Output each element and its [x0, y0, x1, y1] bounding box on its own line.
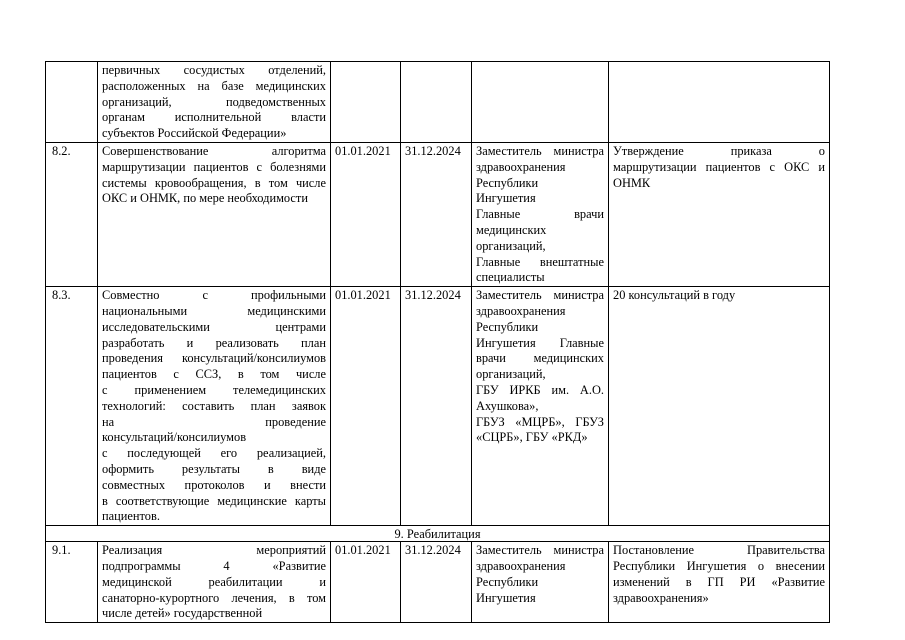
cell-line: с последующей его реализацией,	[102, 446, 326, 461]
measure-description-cell	[98, 542, 331, 623]
cell-line: Республики	[476, 175, 539, 190]
measure-description-cell	[98, 62, 331, 143]
result-cell	[609, 62, 830, 143]
end-date-cell	[401, 142, 472, 286]
cell-line: системы кровообращения, в том числе	[102, 175, 326, 190]
cell-line: проведения консультаций/консилиумов	[102, 351, 326, 366]
cell-line: здравоохранения»	[613, 590, 709, 605]
cell-line: Совершенствование алгоритма	[102, 143, 326, 158]
cell-line: Заместитель министра	[476, 288, 604, 303]
cell-line: организаций,	[476, 367, 546, 382]
cell-line: Главные внештатные	[476, 254, 604, 269]
measures-table	[45, 61, 830, 623]
cell-line: медицинских	[476, 222, 547, 237]
cell-line: Республики Ингушетия о внесении	[613, 558, 825, 573]
cell-line: Постановление Правительства	[613, 543, 825, 558]
end-date-cell	[401, 62, 472, 143]
cell-line: оформить результаты в виде	[102, 461, 326, 476]
cell-line: Главные врачи	[476, 207, 604, 222]
cell-line: санаторно-курортного лечения, в том	[102, 590, 326, 605]
responsible-cell	[472, 62, 609, 143]
cell-line: числе детей» государственной	[102, 606, 263, 621]
cell-text: 01.01.2021	[335, 288, 391, 303]
result-cell	[609, 542, 830, 623]
cell-line: врачи медицинских	[476, 351, 604, 366]
cell-line: специалисты	[476, 270, 545, 285]
cell-line: национальными медицинскими	[102, 303, 326, 318]
cell-line: здравоохранения	[476, 159, 566, 174]
cell-line: изменений в ГП РИ «Развитие	[613, 574, 825, 589]
cell-line: пациентов.	[102, 509, 160, 524]
table-row	[46, 142, 830, 286]
cell-line: с применением телемедицинских	[102, 382, 326, 397]
cell-line: организаций, подведомственных	[102, 94, 326, 109]
table-row	[46, 287, 830, 526]
cell-text: 8.2.	[52, 143, 71, 158]
cell-line: ОКС и ОНМК, по мере необходимости	[102, 191, 308, 206]
cell-line: технологий: составить план заявок	[102, 398, 326, 413]
cell-line: совместных протоколов и внести	[102, 477, 326, 492]
cell-line: организаций,	[476, 238, 546, 253]
item-number-cell	[46, 542, 98, 623]
measures-table-body	[46, 62, 830, 623]
cell-line: на проведение	[102, 414, 326, 429]
cell-line: маршрутизации пациентов с болезнями	[102, 159, 326, 174]
measure-description-cell	[98, 142, 331, 286]
measure-description-cell	[98, 287, 331, 526]
cell-text: 01.01.2021	[335, 143, 391, 158]
cell-line: Ингушетия	[476, 191, 536, 206]
cell-line: первичных сосудистых отделений,	[102, 63, 326, 77]
cell-line: в соответствующие медицинские карты	[102, 493, 326, 508]
cell-line: ГБУ ИРКБ им. А.О.	[476, 382, 604, 397]
result-cell	[609, 287, 830, 526]
table-row	[46, 62, 830, 143]
cell-line: исследовательскими центрами	[102, 319, 326, 334]
start-date-cell	[331, 62, 401, 143]
cell-line: «СЦРБ», ГБУ «РКД»	[476, 430, 588, 445]
cell-text: 01.01.2021	[335, 543, 391, 558]
cell-line: Ингушетия	[476, 590, 536, 605]
cell-text: 8.3.	[52, 288, 71, 303]
item-number-cell	[46, 287, 98, 526]
cell-text: 31.12.2024	[405, 543, 461, 558]
cell-line: субъектов Российской Федерации»	[102, 126, 287, 141]
cell-line: Ахушкова»,	[476, 398, 539, 413]
cell-text: 31.12.2024	[405, 143, 461, 158]
cell-line: Заместитель министра	[476, 543, 604, 558]
cell-line: органам исполнительной власти	[102, 110, 326, 125]
cell-line: подпрограммы 4 «Развитие	[102, 558, 326, 573]
cell-line: расположенных на базе медицинских	[102, 78, 326, 93]
result-cell	[609, 142, 830, 286]
cell-line: ОНМК	[613, 175, 651, 190]
cell-line: Утверждение приказа о	[613, 143, 825, 158]
cell-line: 20 консультаций в году	[613, 288, 736, 303]
item-number-cell	[46, 142, 98, 286]
cell-line: Ингушетия Главные	[476, 335, 604, 350]
cell-text: 9.1.	[52, 543, 71, 558]
cell-line: пациентов с ССЗ, в том числе	[102, 367, 326, 382]
section-title: 9. Реабилитация	[46, 526, 830, 542]
responsible-cell	[472, 542, 609, 623]
cell-line: разработать и реализовать план	[102, 335, 326, 350]
end-date-cell	[401, 542, 472, 623]
cell-line: медицинской реабилитации и	[102, 574, 326, 589]
start-date-cell	[331, 287, 401, 526]
end-date-cell	[401, 287, 472, 526]
cell-line: Республики	[476, 574, 539, 589]
cell-line: маршрутизации пациентов с ОКС и	[613, 159, 825, 174]
cell-line: Заместитель министра	[476, 143, 604, 158]
cell-line: Реализация мероприятий	[102, 543, 326, 558]
item-number-cell	[46, 62, 98, 143]
cell-text: 31.12.2024	[405, 288, 461, 303]
cell-line: ГБУЗ «МЦРБ», ГБУЗ	[476, 414, 604, 429]
section-heading-row	[46, 526, 830, 542]
responsible-cell	[472, 142, 609, 286]
cell-line: здравоохранения	[476, 558, 566, 573]
cell-line: консультаций/консилиумов	[102, 430, 247, 445]
cell-line: здравоохранения	[476, 303, 566, 318]
table-row	[46, 542, 830, 623]
responsible-cell	[472, 287, 609, 526]
start-date-cell	[331, 142, 401, 286]
start-date-cell	[331, 542, 401, 623]
cell-line: Совместно с профильными	[102, 288, 326, 303]
cell-line: Республики	[476, 319, 539, 334]
